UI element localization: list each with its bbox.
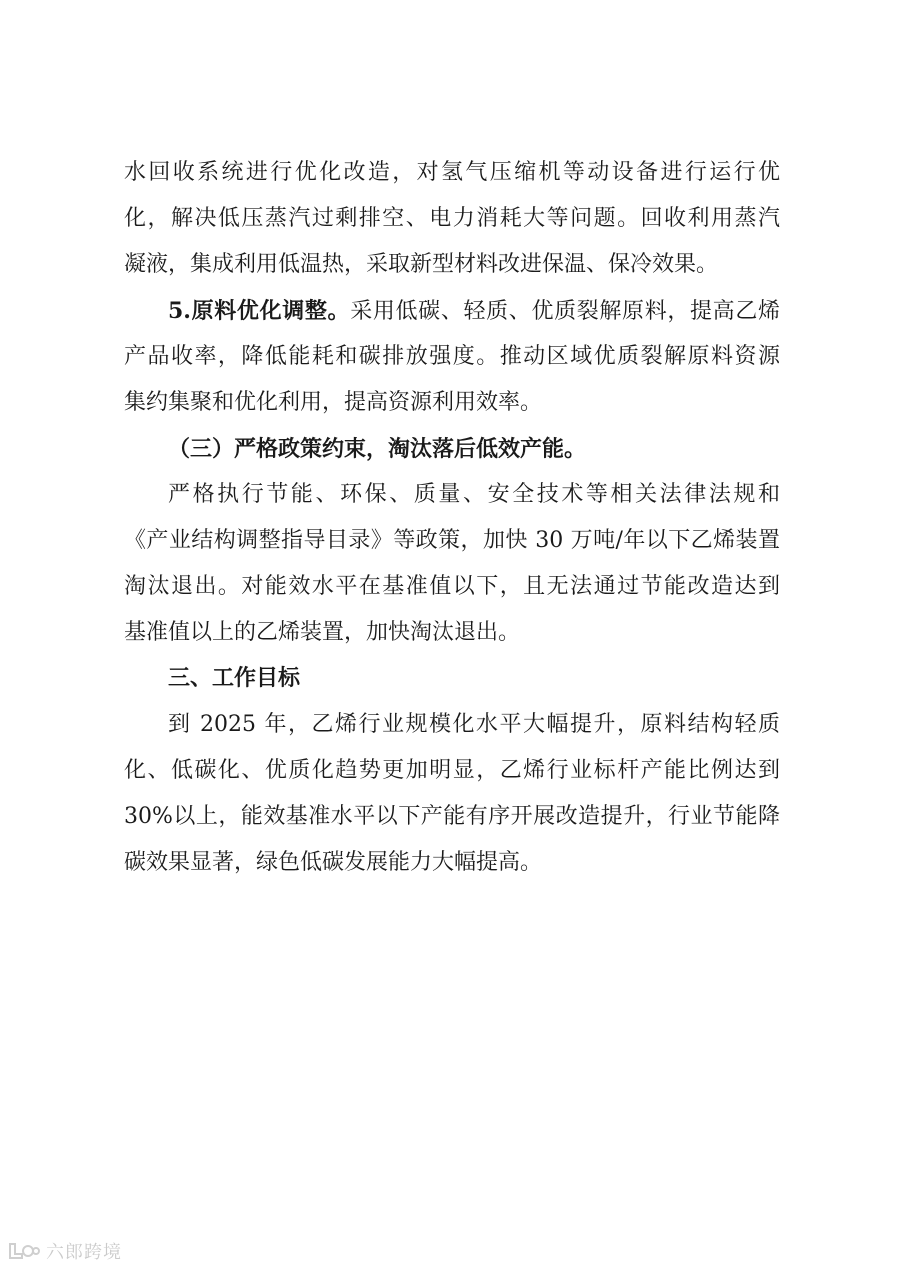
paragraph-line: 水回收系统进行优化改造，对氢气压缩机等动设备进行运行优 [124,160,780,185]
paragraph-line: 集约集聚和优化利用，提高资源利用效率。 [124,390,543,415]
paragraph-line: 产品收率，降低能耗和碳排放强度。推动区域优质裂解原料资源 [124,344,780,369]
item-5-heading: 5.原料优化调整。 [168,298,351,324]
watermark-text: 六郎跨境 [46,1242,122,1263]
paragraph-line: 化、低碳化、优质化趋势更加明显，乙烯行业标杆产能比例达到 [124,758,780,783]
paragraph-line: 基准值以上的乙烯装置，加快淘汰退出。 [124,620,521,645]
paragraph-line: 化，解决低压蒸汽过剩排空、电力消耗大等问题。回收利用蒸汽 [124,206,780,231]
paragraph-line: 碳效果显著，绿色低碳发展能力大幅提高。 [124,850,543,875]
paragraph-line: 《产业结构调整指导目录》等政策，加快 30 万吨/年以下乙烯装置 [124,528,780,553]
watermark-logo-icon [6,1240,40,1262]
paragraph-line: 凝液，集成利用低温热，采取新型材料改进保温、保冷效果。 [124,252,719,277]
document-body [124,150,780,886]
section-heading: 三、工作目标 [168,666,301,691]
subsection-heading: （三）严格政策约束，淘汰落后低效产能。 [168,436,587,462]
item-5-line [124,288,780,334]
paragraph-line: 到 2025 年，乙烯行业规模化水平大幅提升，原料结构轻质 [168,712,780,737]
item-5-text: 采用低碳、轻质、优质裂解原料，提高乙烯 [350,299,780,324]
paragraph-line: 淘汰退出。对能效水平在基准值以下，且无法通过节能改造达到 [124,574,780,599]
paragraph-line: 严格执行节能、环保、质量、安全技术等相关法律法规和 [168,482,780,507]
paragraph-line: 30%以上，能效基准水平以下产能有序开展改造提升，行业节能降 [124,804,780,829]
watermark [6,1236,122,1266]
